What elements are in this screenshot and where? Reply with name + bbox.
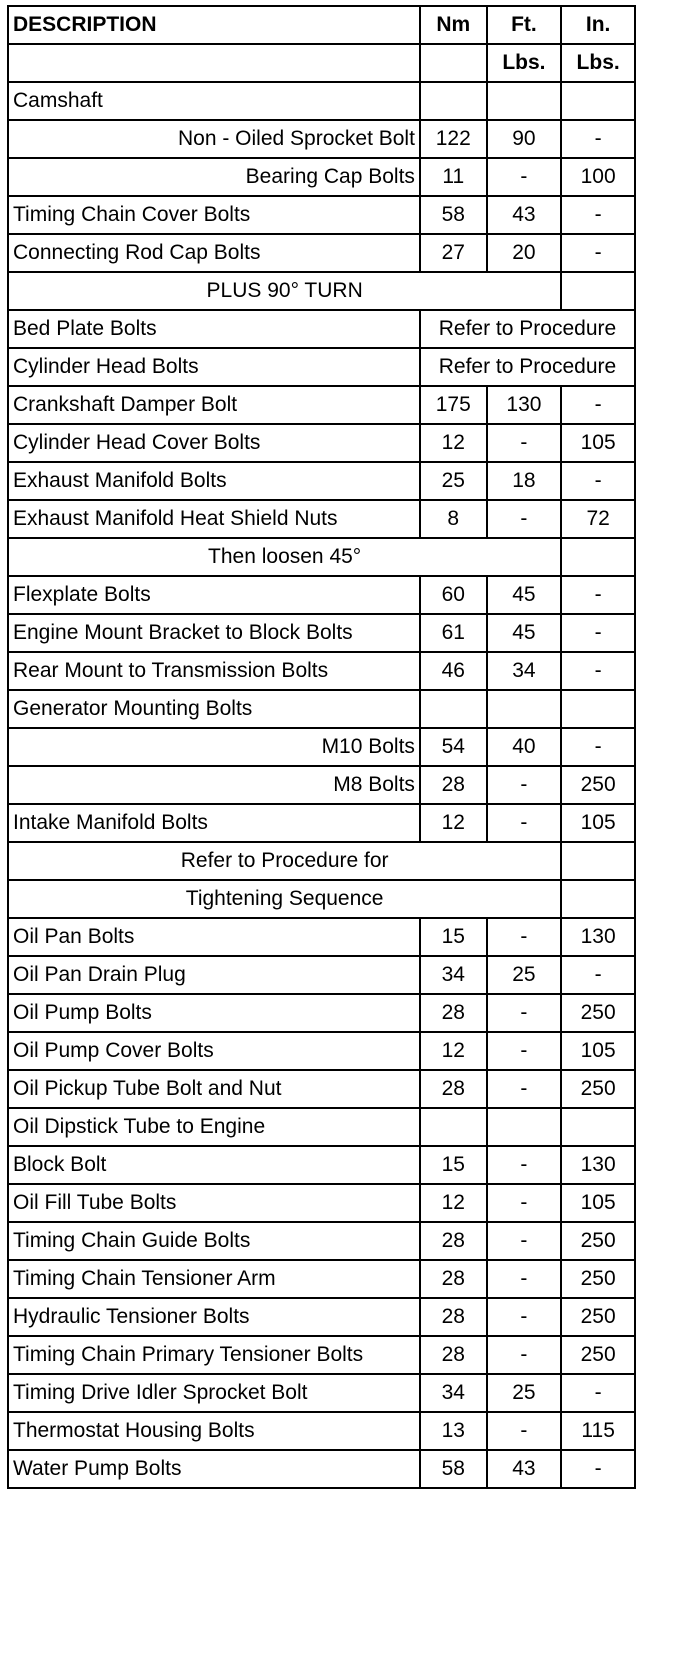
table-row bbox=[8, 1336, 635, 1374]
ft-lbs-cell: - bbox=[487, 918, 562, 956]
nm-cell bbox=[420, 690, 487, 728]
nm-cell: 28 bbox=[420, 1070, 487, 1108]
table-row bbox=[8, 1184, 635, 1222]
table-row bbox=[8, 1412, 635, 1450]
nm-cell: 28 bbox=[420, 1336, 487, 1374]
ft-lbs-cell: - bbox=[487, 766, 562, 804]
in-lbs-cell: - bbox=[561, 1374, 635, 1412]
ft-lbs-cell: - bbox=[487, 804, 562, 842]
description-cell: Generator Mounting Bolts bbox=[8, 690, 420, 728]
ft-lbs-cell: 25 bbox=[487, 956, 562, 994]
in-lbs-cell: 105 bbox=[561, 1184, 635, 1222]
nm-cell: 60 bbox=[420, 576, 487, 614]
nm-cell: 34 bbox=[420, 1374, 487, 1412]
description-cell: Thermostat Housing Bolts bbox=[8, 1412, 420, 1450]
nm-cell: 12 bbox=[420, 804, 487, 842]
in-lbs-cell: - bbox=[561, 614, 635, 652]
nm-cell: 15 bbox=[420, 918, 487, 956]
description-cell: Oil Pan Drain Plug bbox=[8, 956, 420, 994]
description-cell: Connecting Rod Cap Bolts bbox=[8, 234, 420, 272]
in-lbs-cell bbox=[561, 842, 635, 880]
description-cell: Crankshaft Damper Bolt bbox=[8, 386, 420, 424]
description-cell: Block Bolt bbox=[8, 1146, 420, 1184]
table-row bbox=[8, 310, 635, 348]
table-row bbox=[8, 348, 635, 386]
ft-lbs-cell: 45 bbox=[487, 576, 562, 614]
description-cell: Exhaust Manifold Heat Shield Nuts bbox=[8, 500, 420, 538]
in-lbs-cell bbox=[561, 272, 635, 310]
table-row bbox=[8, 1298, 635, 1336]
table-row bbox=[8, 652, 635, 690]
nm-cell: 15 bbox=[420, 1146, 487, 1184]
description-cell: Oil Dipstick Tube to Engine bbox=[8, 1108, 420, 1146]
ft-lbs-cell: 43 bbox=[487, 196, 562, 234]
table-row bbox=[8, 690, 635, 728]
description-cell: Intake Manifold Bolts bbox=[8, 804, 420, 842]
table-row bbox=[8, 1108, 635, 1146]
in-lbs-cell: 250 bbox=[561, 1070, 635, 1108]
table-row bbox=[8, 1032, 635, 1070]
ft-lbs-cell: - bbox=[487, 1222, 562, 1260]
table-row bbox=[8, 386, 635, 424]
in-lbs-cell bbox=[561, 82, 635, 120]
description-cell: M10 Bolts bbox=[8, 728, 420, 766]
ft-lbs-cell: 45 bbox=[487, 614, 562, 652]
description-cell: Camshaft bbox=[8, 82, 420, 120]
nm-cell: 27 bbox=[420, 234, 487, 272]
description-cell: Oil Pump Bolts bbox=[8, 994, 420, 1032]
ft-lbs-cell bbox=[487, 82, 562, 120]
description-cell: Rear Mount to Transmission Bolts bbox=[8, 652, 420, 690]
nm-cell bbox=[420, 82, 487, 120]
ft-lbs-cell: 34 bbox=[487, 652, 562, 690]
table-row bbox=[8, 804, 635, 842]
header-nm: Nm bbox=[420, 6, 487, 44]
table-row bbox=[8, 576, 635, 614]
description-cell: Cylinder Head Bolts bbox=[8, 348, 420, 386]
ft-lbs-cell: - bbox=[487, 500, 562, 538]
in-lbs-cell: 115 bbox=[561, 1412, 635, 1450]
nm-cell: 46 bbox=[420, 652, 487, 690]
header-in-line1: In. bbox=[561, 6, 635, 44]
in-lbs-cell bbox=[561, 880, 635, 918]
nm-cell bbox=[420, 1108, 487, 1146]
table-row bbox=[8, 1070, 635, 1108]
section-note: Then loosen 45° bbox=[8, 538, 561, 576]
table-row bbox=[8, 272, 635, 310]
table-row bbox=[8, 1146, 635, 1184]
nm-cell: 34 bbox=[420, 956, 487, 994]
nm-cell: 12 bbox=[420, 1032, 487, 1070]
in-lbs-cell bbox=[561, 538, 635, 576]
in-lbs-cell: - bbox=[561, 728, 635, 766]
in-lbs-cell: 100 bbox=[561, 158, 635, 196]
in-lbs-cell: - bbox=[561, 1450, 635, 1488]
in-lbs-cell: - bbox=[561, 576, 635, 614]
table-body bbox=[8, 82, 635, 1488]
table-row bbox=[8, 766, 635, 804]
table-row bbox=[8, 994, 635, 1032]
table-row bbox=[8, 196, 635, 234]
table-row bbox=[8, 120, 635, 158]
description-cell: Timing Chain Primary Tensioner Bolts bbox=[8, 1336, 420, 1374]
ft-lbs-cell bbox=[487, 1108, 562, 1146]
ft-lbs-cell: - bbox=[487, 1070, 562, 1108]
nm-cell: 13 bbox=[420, 1412, 487, 1450]
table-row bbox=[8, 82, 635, 120]
table-header bbox=[8, 6, 635, 82]
description-cell: Timing Chain Cover Bolts bbox=[8, 196, 420, 234]
section-note: Tightening Sequence bbox=[8, 880, 561, 918]
nm-cell: 12 bbox=[420, 1184, 487, 1222]
in-lbs-cell: 250 bbox=[561, 766, 635, 804]
section-note: Refer to Procedure for bbox=[8, 842, 561, 880]
ft-lbs-cell: - bbox=[487, 994, 562, 1032]
description-cell: Oil Fill Tube Bolts bbox=[8, 1184, 420, 1222]
ft-lbs-cell: 43 bbox=[487, 1450, 562, 1488]
nm-cell: 28 bbox=[420, 1222, 487, 1260]
description-cell: Exhaust Manifold Bolts bbox=[8, 462, 420, 500]
nm-cell: 122 bbox=[420, 120, 487, 158]
ft-lbs-cell: - bbox=[487, 424, 562, 462]
in-lbs-cell bbox=[561, 690, 635, 728]
torque-specification-table bbox=[7, 5, 636, 1489]
nm-cell: 175 bbox=[420, 386, 487, 424]
ft-lbs-cell: 40 bbox=[487, 728, 562, 766]
in-lbs-cell: 105 bbox=[561, 804, 635, 842]
nm-cell: 28 bbox=[420, 766, 487, 804]
table-row bbox=[8, 424, 635, 462]
refer-procedure-cell: Refer to Procedure bbox=[420, 348, 635, 386]
description-cell: Bearing Cap Bolts bbox=[8, 158, 420, 196]
table-row bbox=[8, 956, 635, 994]
ft-lbs-cell: 25 bbox=[487, 1374, 562, 1412]
table-row bbox=[8, 614, 635, 652]
nm-cell: 28 bbox=[420, 1298, 487, 1336]
in-lbs-cell bbox=[561, 1108, 635, 1146]
refer-procedure-cell: Refer to Procedure bbox=[420, 310, 635, 348]
in-lbs-cell: 250 bbox=[561, 1222, 635, 1260]
in-lbs-cell: - bbox=[561, 462, 635, 500]
description-cell: Engine Mount Bracket to Block Bolts bbox=[8, 614, 420, 652]
description-cell: M8 Bolts bbox=[8, 766, 420, 804]
in-lbs-cell: 250 bbox=[561, 1260, 635, 1298]
table-row bbox=[8, 728, 635, 766]
in-lbs-cell: - bbox=[561, 956, 635, 994]
description-cell: Timing Drive Idler Sprocket Bolt bbox=[8, 1374, 420, 1412]
description-cell: Oil Pan Bolts bbox=[8, 918, 420, 956]
description-cell: Oil Pump Cover Bolts bbox=[8, 1032, 420, 1070]
table-row bbox=[8, 1222, 635, 1260]
nm-cell: 8 bbox=[420, 500, 487, 538]
table-row bbox=[8, 1450, 635, 1488]
table-row bbox=[8, 1374, 635, 1412]
table-row bbox=[8, 234, 635, 272]
header-ft-line1: Ft. bbox=[487, 6, 562, 44]
description-cell: Timing Chain Guide Bolts bbox=[8, 1222, 420, 1260]
description-cell: Timing Chain Tensioner Arm bbox=[8, 1260, 420, 1298]
ft-lbs-cell: 130 bbox=[487, 386, 562, 424]
table-row bbox=[8, 462, 635, 500]
header-nm-blank bbox=[420, 44, 487, 82]
section-note: PLUS 90° TURN bbox=[8, 272, 561, 310]
table-row bbox=[8, 918, 635, 956]
header-in-line2: Lbs. bbox=[561, 44, 635, 82]
in-lbs-cell: - bbox=[561, 234, 635, 272]
in-lbs-cell: 250 bbox=[561, 1336, 635, 1374]
header-ft-line2: Lbs. bbox=[487, 44, 562, 82]
description-cell: Flexplate Bolts bbox=[8, 576, 420, 614]
ft-lbs-cell: - bbox=[487, 1412, 562, 1450]
description-cell: Water Pump Bolts bbox=[8, 1450, 420, 1488]
ft-lbs-cell: - bbox=[487, 1298, 562, 1336]
header-row-2 bbox=[8, 44, 635, 82]
in-lbs-cell: 105 bbox=[561, 1032, 635, 1070]
in-lbs-cell: - bbox=[561, 386, 635, 424]
nm-cell: 58 bbox=[420, 1450, 487, 1488]
table-row bbox=[8, 500, 635, 538]
nm-cell: 58 bbox=[420, 196, 487, 234]
nm-cell: 54 bbox=[420, 728, 487, 766]
in-lbs-cell: 130 bbox=[561, 1146, 635, 1184]
description-cell: Oil Pickup Tube Bolt and Nut bbox=[8, 1070, 420, 1108]
in-lbs-cell: 250 bbox=[561, 1298, 635, 1336]
ft-lbs-cell: 18 bbox=[487, 462, 562, 500]
description-cell: Non - Oiled Sprocket Bolt bbox=[8, 120, 420, 158]
description-cell: Bed Plate Bolts bbox=[8, 310, 420, 348]
description-cell: Hydraulic Tensioner Bolts bbox=[8, 1298, 420, 1336]
ft-lbs-cell: - bbox=[487, 1336, 562, 1374]
in-lbs-cell: 72 bbox=[561, 500, 635, 538]
table-row bbox=[8, 538, 635, 576]
ft-lbs-cell: - bbox=[487, 1146, 562, 1184]
description-cell: Cylinder Head Cover Bolts bbox=[8, 424, 420, 462]
in-lbs-cell: 105 bbox=[561, 424, 635, 462]
in-lbs-cell: 250 bbox=[561, 994, 635, 1032]
ft-lbs-cell bbox=[487, 690, 562, 728]
table-row bbox=[8, 842, 635, 880]
table-row bbox=[8, 158, 635, 196]
table-row bbox=[8, 880, 635, 918]
in-lbs-cell: - bbox=[561, 120, 635, 158]
in-lbs-cell: 130 bbox=[561, 918, 635, 956]
ft-lbs-cell: - bbox=[487, 158, 562, 196]
nm-cell: 25 bbox=[420, 462, 487, 500]
nm-cell: 28 bbox=[420, 1260, 487, 1298]
ft-lbs-cell: - bbox=[487, 1032, 562, 1070]
header-row-1 bbox=[8, 6, 635, 44]
nm-cell: 28 bbox=[420, 994, 487, 1032]
nm-cell: 61 bbox=[420, 614, 487, 652]
table-row bbox=[8, 1260, 635, 1298]
in-lbs-cell: - bbox=[561, 652, 635, 690]
ft-lbs-cell: 20 bbox=[487, 234, 562, 272]
header-description: DESCRIPTION bbox=[8, 6, 420, 44]
header-description-blank bbox=[8, 44, 420, 82]
ft-lbs-cell: - bbox=[487, 1184, 562, 1222]
in-lbs-cell: - bbox=[561, 196, 635, 234]
nm-cell: 11 bbox=[420, 158, 487, 196]
ft-lbs-cell: - bbox=[487, 1260, 562, 1298]
ft-lbs-cell: 90 bbox=[487, 120, 562, 158]
nm-cell: 12 bbox=[420, 424, 487, 462]
